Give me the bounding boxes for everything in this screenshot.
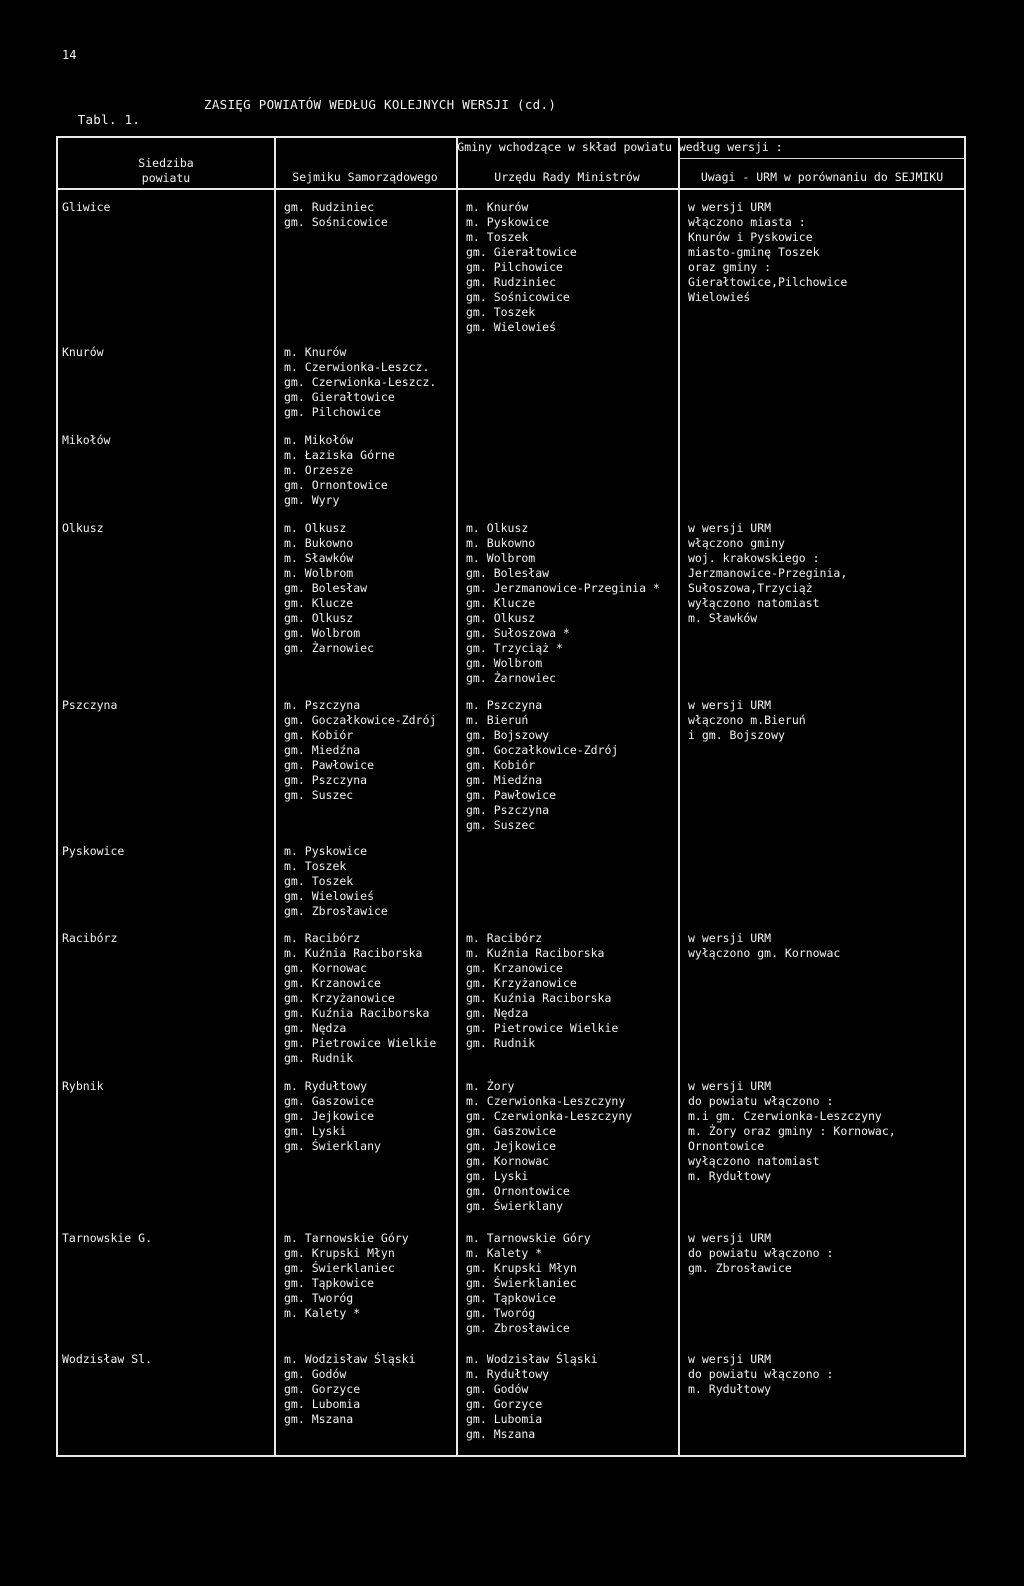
header-sejmik: Sejmiku Samorządowego	[292, 170, 438, 184]
sejmik-raciborz: m. Racibórz m. Kuźnia Raciborska gm. Kornowac gm. Krzanowice gm. Krzyżanowice gm. Kuźnia Raciborska gm. Nędza gm. Pietrowice Wielkie gm. Rudnik	[284, 931, 437, 1065]
sejmik-knurow: m. Knurów m. Czerwionka-Leszcz. gm. Czerwionka-Leszcz. gm. Gierałtowice gm. Pilchowice	[284, 345, 437, 419]
notes-tarnowskie-gory: w wersji URM do powiatu włączono : gm. Zbrosławice	[688, 1231, 834, 1275]
seat-olkusz: Olkusz	[62, 521, 104, 535]
seat-wodzislaw: Wodzisław Sl.	[62, 1352, 153, 1366]
col-divider	[678, 138, 680, 1455]
notes-olkusz: w wersji URM włączono gminy woj. krakowskiego : Jerzmanowice-Przeginia, Sułoszowa,Trzyciąż wyłączono natomiast m. Sławków	[688, 521, 848, 625]
header-urm: Urzędu Rady Ministrów	[494, 170, 640, 184]
header-bottom-rule	[58, 188, 964, 190]
data-table	[56, 136, 966, 1457]
col-divider	[456, 138, 458, 1455]
sejmik-pszczyna: m. Pszczyna gm. Goczałkowice-Zdrój gm. Kobiór gm. Miedźna gm. Pawłowice gm. Pszczyna gm. Suszec	[284, 698, 437, 802]
seat-pyskowice: Pyskowice	[62, 844, 125, 858]
seat-mikolow: Mikołów	[62, 433, 111, 447]
sejmik-rybnik: m. Rydułtowy gm. Gaszowice gm. Jejkowice gm. Lyski gm. Świerklany	[284, 1079, 381, 1153]
urm-rybnik: m. Żory m. Czerwionka-Leszczyny gm. Czerwionka-Leszczyny gm. Gaszowice gm. Jejkowice gm. Kornowac gm. Lyski gm. Ornontowice gm. Świerklany	[466, 1079, 633, 1213]
seat-rybnik: Rybnik	[62, 1079, 104, 1093]
urm-wodzislaw: m. Wodzisław Śląski m. Rydułtowy gm. Godów gm. Gorzyce gm. Lubomia gm. Mszana	[466, 1352, 598, 1441]
sejmik-olkusz: m. Olkusz m. Bukowno m. Sławków m. Wolbrom gm. Bolesław gm. Klucze gm. Olkusz gm. Wolbrom gm. Żarnowiec	[284, 521, 375, 655]
notes-pszczyna: w wersji URM włączono m.Bieruń i gm. Bojszowy	[688, 698, 806, 742]
seat-knurow: Knurów	[62, 345, 104, 359]
col-divider	[274, 138, 276, 1455]
notes-rybnik: w wersji URM do powiatu włączono : m.i gm. Czerwionka-Leszczyny m. Żory oraz gminy : Kornowac, Ornontowice wyłączono natomiast m. Rydułtowy	[688, 1079, 896, 1183]
sejmik-tarnowskie-gory: m. Tarnowskie Góry gm. Krupski Młyn gm. Świerklaniec gm. Tąpkowice gm. Tworóg m. Kalety *	[284, 1231, 409, 1320]
header-underline	[678, 158, 964, 159]
sejmik-mikolow: m. Mikołów m. Łaziska Górne m. Orzesze gm. Ornontowice gm. Wyry	[284, 433, 395, 507]
page-number: 14	[62, 48, 77, 62]
urm-olkusz: m. Olkusz m. Bukowno m. Wolbrom gm. Bolesław gm. Jerzmanowice-Przeginia * gm. Klucze gm. Olkusz gm. Sułoszowa * gm. Trzyciąż * gm. Wolbrom gm. Żarnowiec	[466, 521, 660, 685]
sejmik-pyskowice: m. Pyskowice m. Toszek gm. Toszek gm. Wielowieś gm. Zbrosławice	[284, 844, 388, 918]
notes-raciborz: w wersji URM wyłączono gm. Kornowac	[688, 931, 841, 960]
seat-tarnowskie-gory: Tarnowskie G.	[62, 1231, 153, 1245]
header-seat: Siedziba powiatu	[138, 156, 194, 185]
seat-pszczyna: Pszczyna	[62, 698, 118, 712]
urm-raciborz: m. Racibórz m. Kuźnia Raciborska gm. Krzanowice gm. Krzyżanowice gm. Kuźnia Raciborska gm. Nędza gm. Pietrowice Wielkie gm. Rudnik	[466, 931, 619, 1050]
table-label: Tabl. 1.	[77, 112, 141, 127]
sejmik-gliwice: gm. Rudziniec gm. Sośnicowice	[284, 200, 388, 229]
urm-gliwice: m. Knurów m. Pyskowice m. Toszek gm. Gierałtowice gm. Pilchowice gm. Rudziniec gm. Sośnicowice gm. Toszek gm. Wielowieś	[466, 200, 577, 334]
sejmik-wodzislaw: m. Wodzisław Śląski gm. Godów gm. Gorzyce gm. Lubomia gm. Mszana	[284, 1352, 416, 1426]
table-title: ZASIĘG POWIATÓW WEDŁUG KOLEJNYCH WERSJI (cd.)	[204, 97, 557, 112]
notes-wodzislaw: w wersji URM do powiatu włączono : m. Rydułtowy	[688, 1352, 834, 1396]
header-group: Gminy wchodzące w skład powiatu według wersji :	[457, 140, 783, 154]
urm-tarnowskie-gory: m. Tarnowskie Góry m. Kalety * gm. Krupski Młyn gm. Świerklaniec gm. Tąpkowice gm. Tworóg gm. Zbrosławice	[466, 1231, 591, 1335]
urm-pszczyna: m. Pszczyna m. Bieruń gm. Bojszowy gm. Goczałkowice-Zdrój gm. Kobiór gm. Miedźna gm. Pawłowice gm. Pszczyna gm. Suszec	[466, 698, 619, 832]
seat-raciborz: Racibórz	[62, 931, 118, 945]
notes-gliwice: w wersji URM włączono miasta : Knurów i Pyskowice miasto-gminę Toszek oraz gminy : Gierałtowice,Pilchowice Wielowieś	[688, 200, 848, 304]
header-notes: Uwagi - URM w porównaniu do SEJMIKU	[700, 170, 944, 184]
seat-gliwice: Gliwice	[62, 200, 111, 214]
